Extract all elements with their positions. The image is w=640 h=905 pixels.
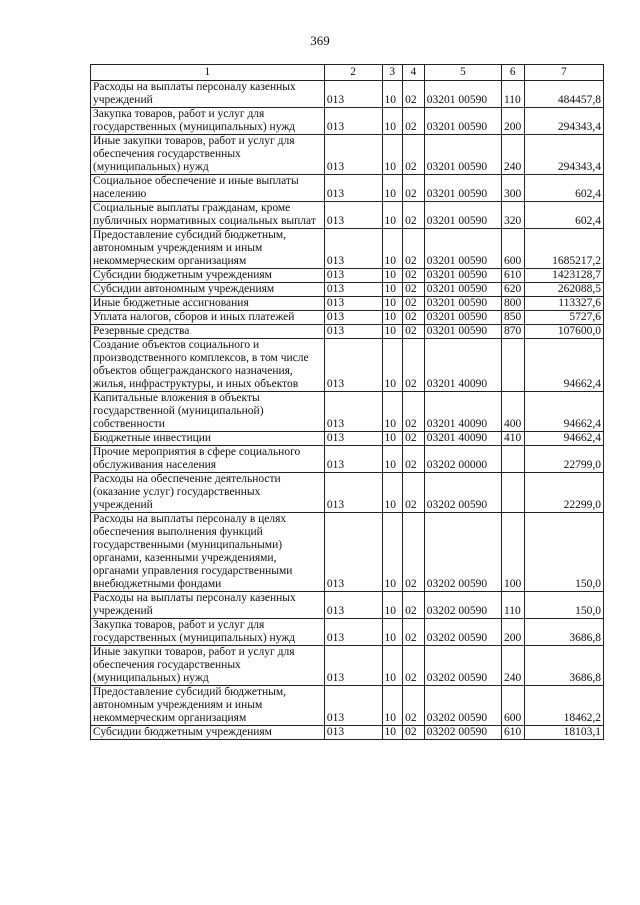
target-item-cell: 03202 00590 xyxy=(424,726,501,740)
subsection-cell: 02 xyxy=(403,202,425,229)
subsection-cell: 02 xyxy=(403,619,425,646)
expense-type-cell: 870 xyxy=(501,325,524,339)
section-cell: 10 xyxy=(382,646,403,686)
expense-type-cell: 110 xyxy=(501,81,524,108)
target-item-cell: 03202 00590 xyxy=(424,619,501,646)
table-row xyxy=(91,513,604,592)
column-header: 1 xyxy=(91,65,325,81)
target-item-cell: 03202 00590 xyxy=(424,473,501,513)
amount-cell: 107600,0 xyxy=(524,325,603,339)
expense-type-cell: 200 xyxy=(501,619,524,646)
table-row xyxy=(91,229,604,269)
ministry-code-cell: 013 xyxy=(324,686,382,726)
subsection-cell: 02 xyxy=(403,269,425,283)
amount-cell: 1423128,7 xyxy=(524,269,603,283)
item-name-cell: Иные бюджетные ассигнования xyxy=(91,297,325,311)
subsection-cell: 02 xyxy=(403,339,425,392)
ministry-code-cell: 013 xyxy=(324,81,382,108)
expense-type-cell: 600 xyxy=(501,686,524,726)
ministry-code-cell: 013 xyxy=(324,339,382,392)
table-row xyxy=(91,283,604,297)
page-number: 369 xyxy=(310,33,330,48)
section-cell: 10 xyxy=(382,686,403,726)
amount-cell: 18103,1 xyxy=(524,726,603,740)
table-row xyxy=(91,446,604,473)
item-name-cell: Предоставление субсидий бюджетным, автономным учреждениям и иным некоммерческим организациям xyxy=(91,686,325,726)
table-row xyxy=(91,432,604,446)
item-name-cell: Субсидии автономным учреждениям xyxy=(91,283,325,297)
expense-type-cell: 320 xyxy=(501,202,524,229)
subsection-cell: 02 xyxy=(403,446,425,473)
ministry-code-cell: 013 xyxy=(324,229,382,269)
ministry-code-cell: 013 xyxy=(324,446,382,473)
ministry-code-cell: 013 xyxy=(324,513,382,592)
target-item-cell: 03201 00590 xyxy=(424,283,501,297)
expense-type-cell: 620 xyxy=(501,283,524,297)
expense-type-cell: 110 xyxy=(501,592,524,619)
column-header: 2 xyxy=(324,65,382,81)
column-header: 7 xyxy=(524,65,603,81)
section-cell: 10 xyxy=(382,269,403,283)
subsection-cell: 02 xyxy=(403,135,425,175)
item-name-cell: Расходы на обеспечение деятельности (оказание услуг) государственных учреждений xyxy=(91,473,325,513)
section-cell: 10 xyxy=(382,325,403,339)
amount-cell: 18462,2 xyxy=(524,686,603,726)
target-item-cell: 03201 00590 xyxy=(424,311,501,325)
target-item-cell: 03201 00590 xyxy=(424,229,501,269)
expense-type-cell: 100 xyxy=(501,513,524,592)
expense-type-cell xyxy=(501,446,524,473)
expense-type-cell xyxy=(501,339,524,392)
table-row xyxy=(91,392,604,432)
table-row xyxy=(91,311,604,325)
item-name-cell: Расходы на выплаты персоналу казенных учреждений xyxy=(91,592,325,619)
target-item-cell: 03201 00590 xyxy=(424,108,501,135)
subsection-cell: 02 xyxy=(403,297,425,311)
amount-cell: 3686,8 xyxy=(524,646,603,686)
amount-cell: 1685217,2 xyxy=(524,229,603,269)
section-cell: 10 xyxy=(382,592,403,619)
amount-cell: 113327,6 xyxy=(524,297,603,311)
item-name-cell: Расходы на выплаты персоналу в целях обеспечения выполнения функций государственными (муниципальными) органами, казенными учреждениями, органами управления государственными внебюджетными фондами xyxy=(91,513,325,592)
subsection-cell: 02 xyxy=(403,432,425,446)
target-item-cell: 03201 00590 xyxy=(424,325,501,339)
subsection-cell: 02 xyxy=(403,283,425,297)
amount-cell: 22799,0 xyxy=(524,446,603,473)
subsection-cell: 02 xyxy=(403,175,425,202)
amount-cell: 5727,6 xyxy=(524,311,603,325)
column-header: 3 xyxy=(382,65,403,81)
ministry-code-cell: 013 xyxy=(324,592,382,619)
subsection-cell: 02 xyxy=(403,392,425,432)
table-row xyxy=(91,175,604,202)
target-item-cell: 03201 00590 xyxy=(424,135,501,175)
section-cell: 10 xyxy=(382,135,403,175)
item-name-cell: Иные закупки товаров, работ и услуг для обеспечения государственных (муниципальных) нужд xyxy=(91,646,325,686)
amount-cell: 484457,8 xyxy=(524,81,603,108)
item-name-cell: Закупка товаров, работ и услуг для государственных (муниципальных) нужд xyxy=(91,108,325,135)
item-name-cell: Расходы на выплаты персоналу казенных учреждений xyxy=(91,81,325,108)
target-item-cell: 03202 00590 xyxy=(424,592,501,619)
column-header: 4 xyxy=(403,65,425,81)
subsection-cell: 02 xyxy=(403,311,425,325)
expense-type-cell: 600 xyxy=(501,229,524,269)
ministry-code-cell: 013 xyxy=(324,297,382,311)
section-cell: 10 xyxy=(382,108,403,135)
ministry-code-cell: 013 xyxy=(324,619,382,646)
amount-cell: 262088,5 xyxy=(524,283,603,297)
section-cell: 10 xyxy=(382,446,403,473)
item-name-cell: Закупка товаров, работ и услуг для государственных (муниципальных) нужд xyxy=(91,619,325,646)
column-header: 6 xyxy=(501,65,524,81)
amount-cell: 94662,4 xyxy=(524,392,603,432)
section-cell: 10 xyxy=(382,432,403,446)
table-row xyxy=(91,325,604,339)
table-row xyxy=(91,202,604,229)
expense-type-cell xyxy=(501,473,524,513)
subsection-cell: 02 xyxy=(403,646,425,686)
expense-type-cell: 240 xyxy=(501,646,524,686)
table-header-row xyxy=(91,65,604,81)
target-item-cell: 03201 40090 xyxy=(424,339,501,392)
table-row xyxy=(91,339,604,392)
target-item-cell: 03201 00590 xyxy=(424,269,501,283)
section-cell: 10 xyxy=(382,513,403,592)
table-row xyxy=(91,726,604,740)
subsection-cell: 02 xyxy=(403,726,425,740)
amount-cell: 22299,0 xyxy=(524,473,603,513)
item-name-cell: Субсидии бюджетным учреждениям xyxy=(91,269,325,283)
section-cell: 10 xyxy=(382,175,403,202)
item-name-cell: Социальные выплаты гражданам, кроме публичных нормативных социальных выплат xyxy=(91,202,325,229)
item-name-cell: Бюджетные инвестиции xyxy=(91,432,325,446)
target-item-cell: 03201 40090 xyxy=(424,392,501,432)
expense-type-cell: 400 xyxy=(501,392,524,432)
ministry-code-cell: 013 xyxy=(324,392,382,432)
amount-cell: 3686,8 xyxy=(524,619,603,646)
target-item-cell: 03202 00590 xyxy=(424,646,501,686)
section-cell: 10 xyxy=(382,283,403,297)
expense-type-cell: 610 xyxy=(501,269,524,283)
table-row xyxy=(91,646,604,686)
ministry-code-cell: 013 xyxy=(324,269,382,283)
table-row xyxy=(91,686,604,726)
ministry-code-cell: 013 xyxy=(324,473,382,513)
ministry-code-cell: 013 xyxy=(324,175,382,202)
table-row xyxy=(91,592,604,619)
table-row xyxy=(91,297,604,311)
target-item-cell: 03202 00590 xyxy=(424,513,501,592)
ministry-code-cell: 013 xyxy=(324,135,382,175)
table-row xyxy=(91,135,604,175)
subsection-cell: 02 xyxy=(403,108,425,135)
target-item-cell: 03202 00000 xyxy=(424,446,501,473)
table-row xyxy=(91,108,604,135)
subsection-cell: 02 xyxy=(403,473,425,513)
subsection-cell: 02 xyxy=(403,325,425,339)
expense-type-cell: 200 xyxy=(501,108,524,135)
subsection-cell: 02 xyxy=(403,81,425,108)
ministry-code-cell: 013 xyxy=(324,202,382,229)
item-name-cell: Резервные средства xyxy=(91,325,325,339)
subsection-cell: 02 xyxy=(403,513,425,592)
ministry-code-cell: 013 xyxy=(324,108,382,135)
section-cell: 10 xyxy=(382,473,403,513)
item-name-cell: Социальное обеспечение и иные выплаты населению xyxy=(91,175,325,202)
item-name-cell: Иные закупки товаров, работ и услуг для обеспечения государственных (муниципальных) нужд xyxy=(91,135,325,175)
budget-table xyxy=(90,64,604,740)
amount-cell: 602,4 xyxy=(524,202,603,229)
section-cell: 10 xyxy=(382,339,403,392)
item-name-cell: Субсидии бюджетным учреждениям xyxy=(91,726,325,740)
ministry-code-cell: 013 xyxy=(324,646,382,686)
target-item-cell: 03201 00590 xyxy=(424,175,501,202)
ministry-code-cell: 013 xyxy=(324,325,382,339)
table-row xyxy=(91,473,604,513)
section-cell: 10 xyxy=(382,726,403,740)
ministry-code-cell: 013 xyxy=(324,432,382,446)
table-row xyxy=(91,269,604,283)
expense-type-cell: 300 xyxy=(501,175,524,202)
section-cell: 10 xyxy=(382,619,403,646)
amount-cell: 602,4 xyxy=(524,175,603,202)
amount-cell: 94662,4 xyxy=(524,339,603,392)
expense-type-cell: 410 xyxy=(501,432,524,446)
expense-type-cell: 610 xyxy=(501,726,524,740)
item-name-cell: Прочие мероприятия в сфере социального обслуживания населения xyxy=(91,446,325,473)
table-row xyxy=(91,81,604,108)
subsection-cell: 02 xyxy=(403,592,425,619)
target-item-cell: 03202 00590 xyxy=(424,686,501,726)
section-cell: 10 xyxy=(382,202,403,229)
item-name-cell: Капитальные вложения в объекты государственной (муниципальной) собственности xyxy=(91,392,325,432)
ministry-code-cell: 013 xyxy=(324,311,382,325)
target-item-cell: 03201 00590 xyxy=(424,81,501,108)
subsection-cell: 02 xyxy=(403,229,425,269)
expense-type-cell: 800 xyxy=(501,297,524,311)
amount-cell: 150,0 xyxy=(524,513,603,592)
section-cell: 10 xyxy=(382,81,403,108)
target-item-cell: 03201 40090 xyxy=(424,432,501,446)
amount-cell: 294343,4 xyxy=(524,108,603,135)
subsection-cell: 02 xyxy=(403,686,425,726)
section-cell: 10 xyxy=(382,311,403,325)
expense-type-cell: 240 xyxy=(501,135,524,175)
target-item-cell: 03201 00590 xyxy=(424,202,501,229)
section-cell: 10 xyxy=(382,392,403,432)
section-cell: 10 xyxy=(382,229,403,269)
amount-cell: 150,0 xyxy=(524,592,603,619)
item-name-cell: Уплата налогов, сборов и иных платежей xyxy=(91,311,325,325)
table-row xyxy=(91,619,604,646)
section-cell: 10 xyxy=(382,297,403,311)
amount-cell: 94662,4 xyxy=(524,432,603,446)
expense-type-cell: 850 xyxy=(501,311,524,325)
target-item-cell: 03201 00590 xyxy=(424,297,501,311)
amount-cell: 294343,4 xyxy=(524,135,603,175)
column-header: 5 xyxy=(424,65,501,81)
item-name-cell: Предоставление субсидий бюджетным, автономным учреждениям и иным некоммерческим организациям xyxy=(91,229,325,269)
ministry-code-cell: 013 xyxy=(324,726,382,740)
item-name-cell: Создание объектов социального и производственного комплексов, в том числе объектов общегражданского назначения, жилья, инфраструктуры, и иных объектов xyxy=(91,339,325,392)
ministry-code-cell: 013 xyxy=(324,283,382,297)
